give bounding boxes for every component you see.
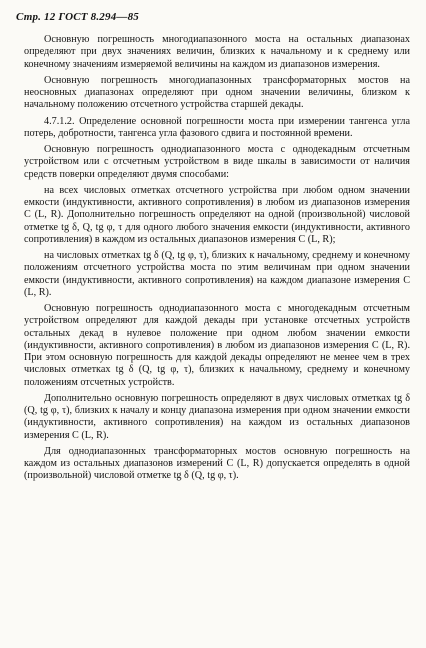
method-item-2: на числовых отметках tg δ (Q, tg φ, τ), близких к начальному, среднему и конечному положениям отсчетного устройства моста по этим величинам при одном значении емкости (индуктивности, активного сопротивления) на каждом диапазоне измерения C (L, R). bbox=[24, 250, 410, 298]
paragraph: Основную погрешность однодиапазонного моста с многодекадным отсчетным устройством определяют для каждой декады при установке отсчетных устройств остальных декад в нулевое положение при одном любом значении емкости (индуктивности, активного сопротивления) в любом из диапазонов измерения C (L, R). При этом основную погрешность для каждой декады определяют не менее чем в трех числовых отметках tg δ (Q, tg φ, τ), близких к начальному, среднему и конечному положениям отсчетных устройств. bbox=[24, 303, 410, 388]
paragraph: Основную погрешность многодиапазонных трансформаторных мостов на неосновных диапазонах определяют при одном значении величины, близком к начальному положению отсчетного устройства старшей декады. bbox=[24, 74, 410, 111]
section-heading-4-7-1-2: 4.7.1.2. Определение основной погрешности моста при измерении тангенса угла потерь, добротности, тангенса угла фазового сдвига и постоянной времени. bbox=[24, 115, 410, 139]
page-header: Стр. 12 ГОСТ 8.294—85 bbox=[16, 11, 139, 23]
page-body bbox=[24, 34, 410, 487]
paragraph: Дополнительно основную погрешность определяют в двух числовых отметках tg δ (Q, tg φ, τ), близких к началу и концу диапазона измерения при одном значении емкости (индуктивности, активного сопротивления) на каждом из остальных диапазонов измерения C (L, R). bbox=[24, 392, 410, 441]
method-item-1: на всех числовых отметках отсчетного устройства при любом одном значении емкости (индуктивности, активного сопротивления) в любом из диапазонов измерения C (L, R). Дополнительно погрешность определяют на одной (произвольной) числовой отметке tg δ, Q, tg φ, τ для одного любого значения емкости (индуктивности, активного сопротивления) в каждом из остальных диапазонов измерения C (L, R); bbox=[24, 184, 410, 245]
paragraph: Для однодиапазонных трансформаторных мостов основную погрешность на каждом из остальных диапазонов измерений C (L, R) допускается определять в одной (произвольной) числовой отметке tg δ (Q, tg φ, τ). bbox=[24, 445, 410, 482]
paragraph: Основную погрешность однодиапазонного моста с однодекадным отсчетным устройством или с отсчетным устройством в виде шкалы в зависимости от наличия средств поверки определяют двумя способами: bbox=[24, 144, 410, 180]
paragraph: Основную погрешность многодиапазонного моста на остальных диапазонах определяют при двух значениях величин, близких к начальному и к среднему или конечному значениям измеряемой величины на каждом из диапазонов измерения. bbox=[24, 34, 410, 70]
